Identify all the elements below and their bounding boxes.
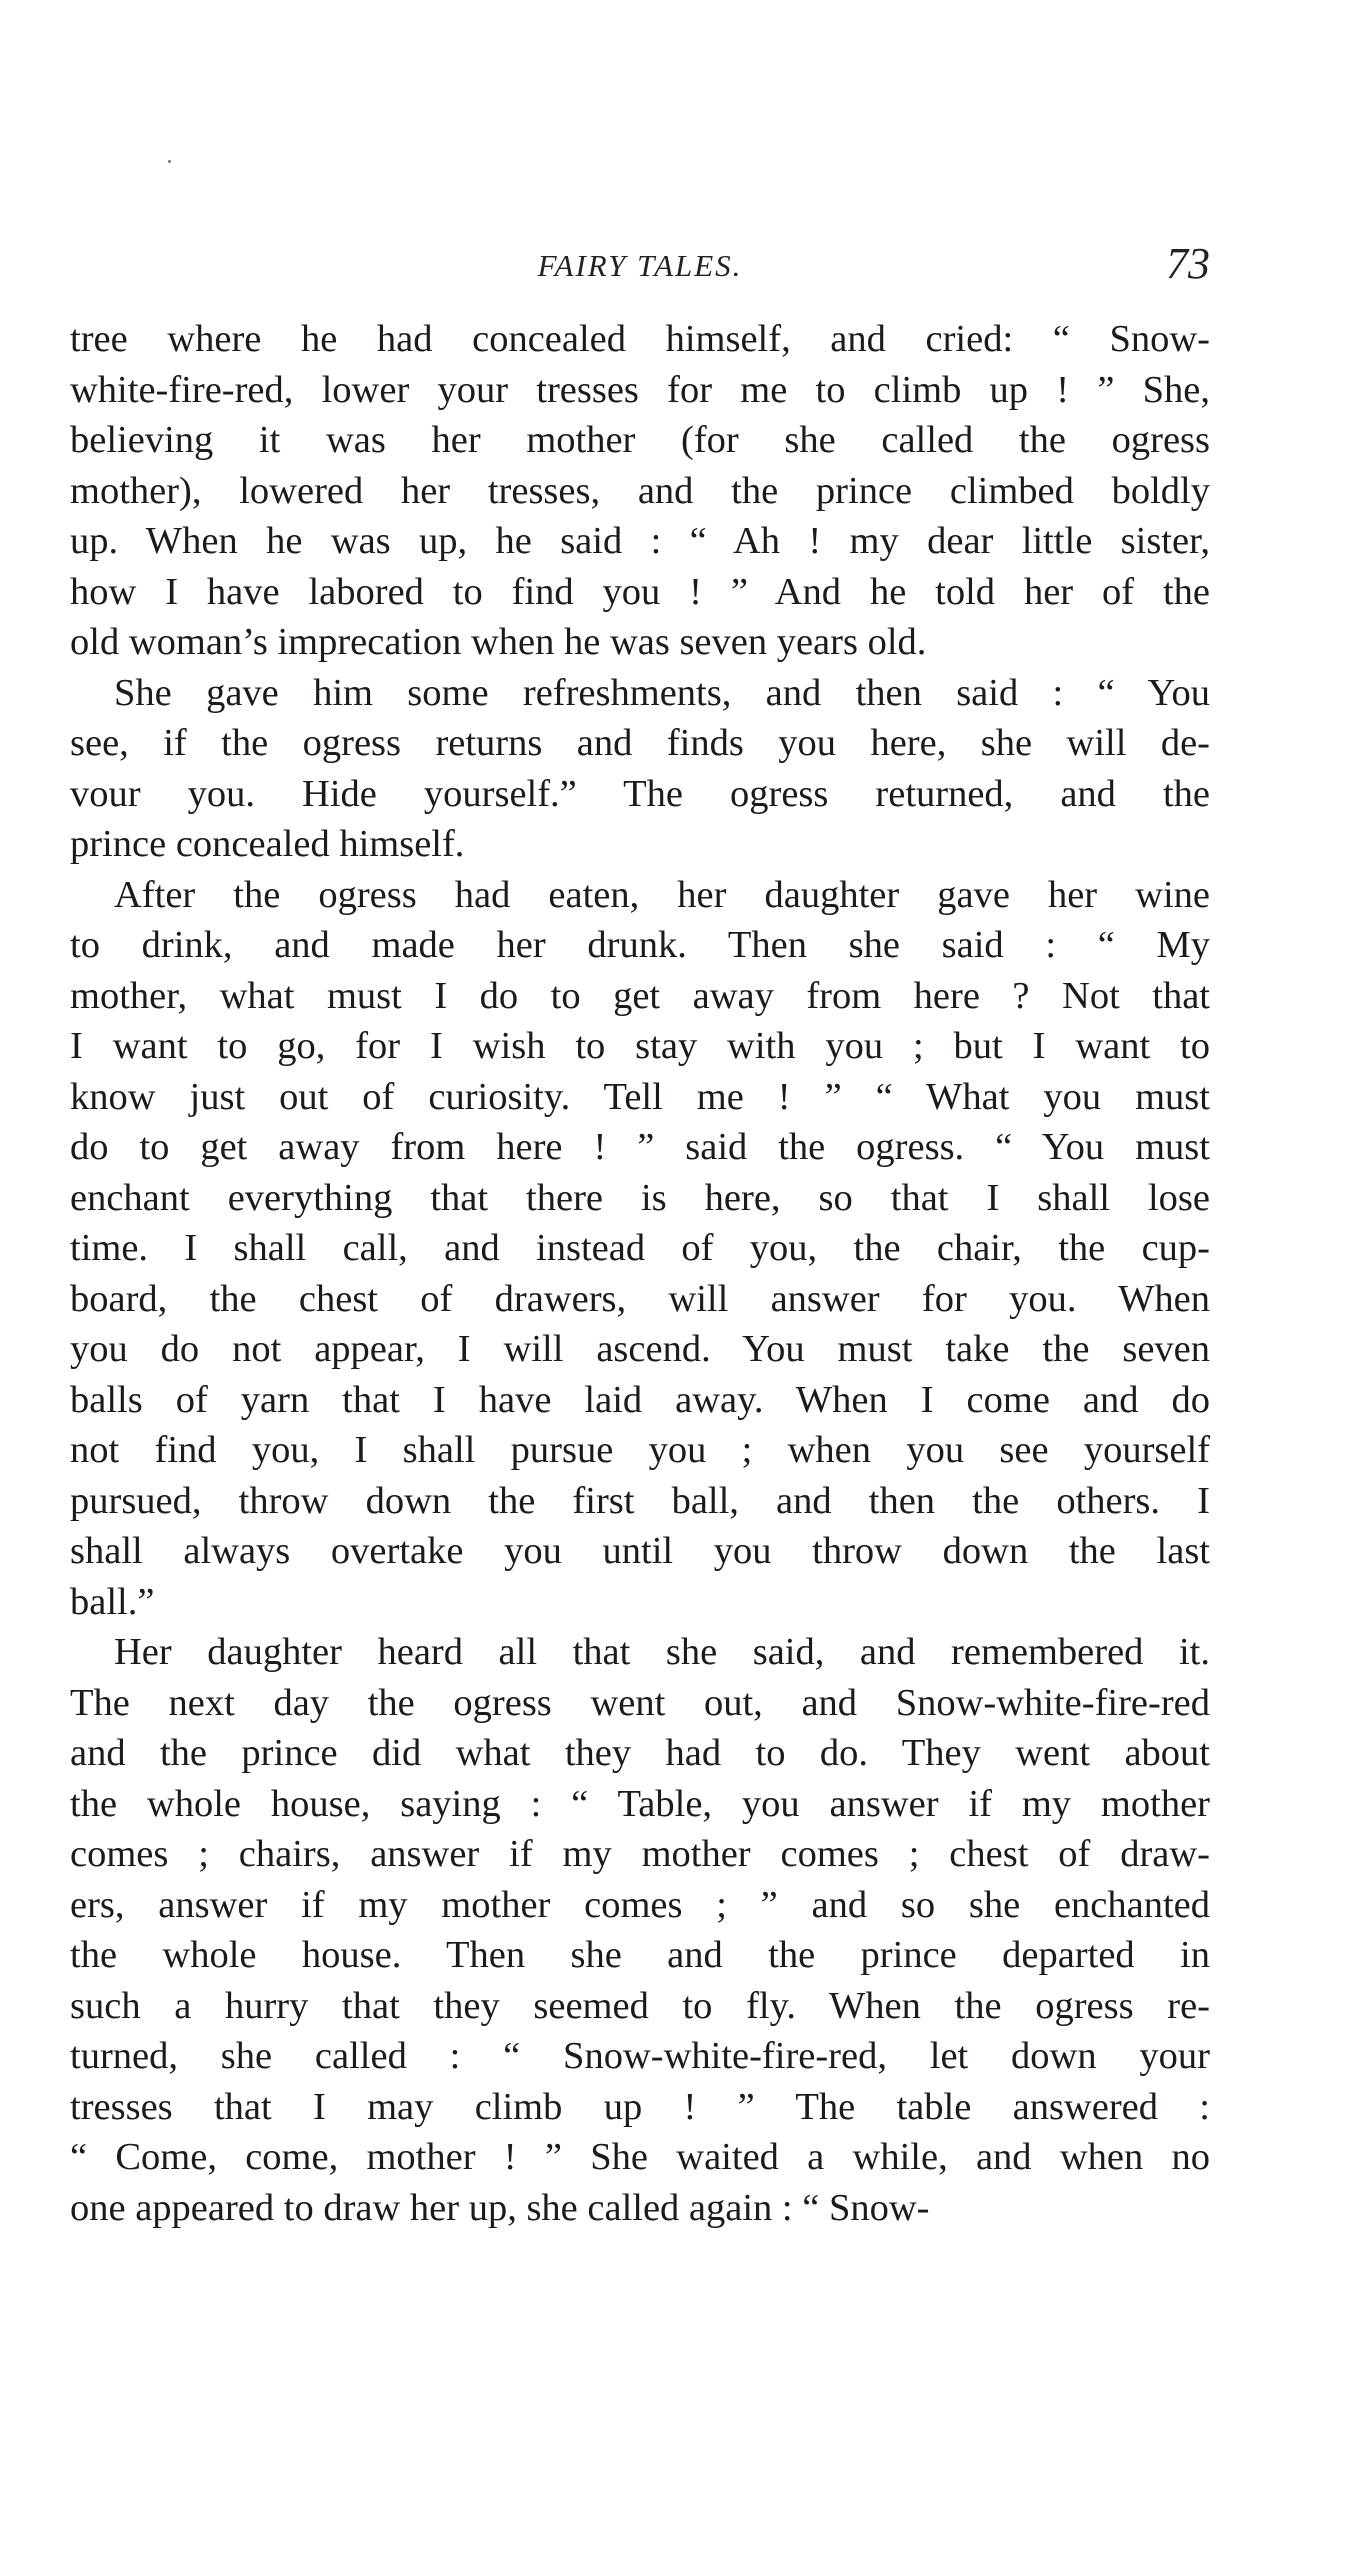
text-line: how I have labored to find you ! ” And he told her of the (70, 570, 1210, 613)
text-line: to drink, and made her drunk. Then she said : “ My (70, 924, 1210, 966)
text-line: one appeared to draw her up, she called again : “ Snow- (70, 2186, 930, 2229)
text-line: The next day the ogress went out, and Snow-white-fire-red (70, 1681, 1210, 1724)
text-line: know just out of curiosity. Tell me ! ” “ What you must (70, 1075, 1210, 1118)
text-line: old woman’s imprecation when he was seven years old. (70, 621, 927, 663)
text-line: see, if the ogress returns and finds you here, she will de- (70, 722, 1210, 764)
text-line: you do not appear, I will ascend. You must take the seven (70, 1328, 1210, 1370)
paragraph (70, 1627, 1210, 2233)
text-line: the whole house. Then she and the prince departed in (70, 1934, 1210, 1976)
text-line: comes ; chairs, answer if my mother comes ; chest of draw- (70, 1833, 1210, 1875)
text-line: not find you, I shall pursue you ; when you see yourself (70, 1429, 1210, 1471)
text-line: “ Come, come, mother ! ” She waited a while, and when no (70, 2136, 1210, 2178)
text-line: tree where he had concealed himself, and cried: “ Snow- (70, 318, 1210, 360)
text-line: ball.” (70, 1580, 155, 1623)
text-line: prince concealed himself. (70, 823, 465, 865)
text-line: tresses that I may climb up ! ” The table answered : (70, 2085, 1210, 2128)
text-line: the whole house, saying : “ Table, you answer if my mother (70, 1782, 1210, 1825)
text-line: mother, what must I do to get away from here ? Not that (70, 974, 1210, 1017)
body-text (70, 314, 1210, 2233)
paragraph (70, 314, 1210, 668)
text-line: ers, answer if my mother comes ; ” and so she enchanted (70, 1883, 1210, 1926)
text-line: Her daughter heard all that she said, and remembered it. (114, 1631, 1210, 1673)
text-line: such a hurry that they seemed to fly. When the ogress re- (70, 1984, 1210, 2027)
text-line: balls of yarn that I have laid away. When I come and do (70, 1378, 1210, 1421)
paragraph (70, 668, 1210, 870)
text-line: time. I shall call, and instead of you, the chair, the cup- (70, 1227, 1210, 1269)
page-header (70, 238, 1210, 298)
page-number: 73 (1166, 239, 1210, 288)
text-line: board, the chest of drawers, will answer for you. When (70, 1277, 1210, 1320)
text-line: After the ogress had eaten, her daughter gave her wine (114, 873, 1210, 916)
text-line: up. When he was up, he said : “ Ah ! my dear little sister, (70, 520, 1210, 562)
text-line: She gave him some refreshments, and then said : “ You (114, 671, 1210, 714)
paragraph (70, 870, 1210, 1628)
running-title: FAIRY TALES. (537, 248, 743, 283)
text-line: turned, she called : “ Snow-white-fire-red, let down your (70, 2035, 1210, 2077)
text-line: enchant everything that there is here, so that I shall lose (70, 1176, 1210, 1219)
page-speck (168, 160, 171, 163)
text-line: mother), lowered her tresses, and the prince climbed boldly (70, 469, 1210, 512)
text-line: and the prince did what they had to do. They went about (70, 1732, 1210, 1774)
text-line: do to get away from here ! ” said the ogress. “ You must (70, 1126, 1210, 1168)
text-line: white-fire-red, lower your tresses for me to climb up ! ” She, (70, 368, 1210, 411)
text-line: pursued, throw down the first ball, and then the others. I (70, 1479, 1210, 1522)
text-line: vour you. Hide yourself.” The ogress returned, and the (70, 772, 1210, 815)
text-line: I want to go, for I wish to stay with you ; but I want to (70, 1025, 1210, 1067)
text-line: believing it was her mother (for she called the ogress (70, 419, 1210, 461)
text-line: shall always overtake you until you throw down the last (70, 1530, 1210, 1572)
